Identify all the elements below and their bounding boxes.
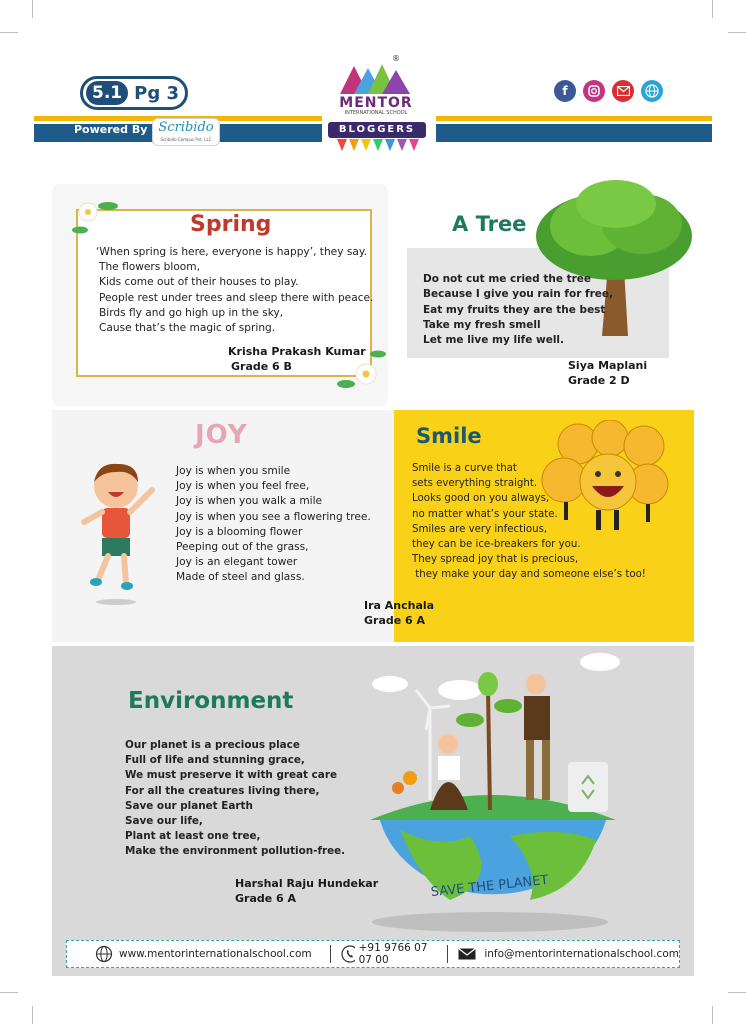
globe-icon xyxy=(95,945,113,963)
poem-line: Save our life, xyxy=(125,815,203,828)
crop-mark xyxy=(32,1006,33,1024)
crop-mark xyxy=(0,32,18,33)
poem-line: People rest under trees and sleep there with peace. xyxy=(99,291,374,304)
poem-line: Do not cut me cried the tree xyxy=(423,273,592,285)
poem-line: sets everything straight. xyxy=(412,478,538,490)
poem-line: Our planet is a precious place xyxy=(125,739,300,751)
poem-line: Birds fly and go high up in the sky, xyxy=(99,306,284,319)
poem-line: Smile is a curve that xyxy=(412,463,517,474)
footer-website-item[interactable] xyxy=(95,945,312,963)
poem-line: The flowers bloom, xyxy=(99,261,200,274)
poem-line: Joy is when you see a flowering tree. xyxy=(176,510,371,523)
poem-line: Let me live my life well. xyxy=(423,334,565,347)
poem-line: Made of steel and glass. xyxy=(176,571,305,584)
smile-poem xyxy=(412,461,646,583)
poem-line: Cause that’s the magic of spring. xyxy=(99,322,276,335)
poem-line: no matter what’s your state. xyxy=(412,508,558,520)
tree-author-block xyxy=(568,358,647,388)
powered-by-label: Powered By xyxy=(74,123,148,136)
author-name: Krisha Prakash Kumar xyxy=(228,345,366,358)
phone-icon xyxy=(341,945,355,963)
author-grade: Grade 6 A xyxy=(364,614,426,627)
poem-line: Peeping out of the grass, xyxy=(176,541,309,554)
footer-divider xyxy=(330,945,331,963)
brand-name: MENTOR xyxy=(339,95,413,111)
envelope-icon xyxy=(458,948,476,960)
facebook-icon[interactable]: f xyxy=(554,80,576,102)
poem-line: Plant at least one tree, xyxy=(125,830,261,843)
poem-line: Joy is a blooming flower xyxy=(176,525,303,538)
globe-caption: SAVE THE PLANET xyxy=(430,872,550,901)
footer-website[interactable]: www.mentorinternationalschool.com xyxy=(119,948,312,960)
environment-title: Environment xyxy=(128,688,294,714)
poem-line: they can be ice-breakers for you. xyxy=(412,539,581,551)
poem-line: They spread joy that is precious, xyxy=(412,554,579,566)
pencils-icon xyxy=(334,139,420,153)
footer-phone-item[interactable] xyxy=(341,942,437,966)
poem-line: Because I give you rain for free, xyxy=(423,288,614,301)
poem-line: Save our planet Earth xyxy=(125,799,253,812)
crop-mark xyxy=(728,992,746,993)
poem-line: Take my fresh smell xyxy=(423,318,541,331)
scribido-sub: Scribido Campus Pvt. LLC xyxy=(160,137,212,142)
author-name: Harshal Raju Hundekar xyxy=(235,877,379,890)
header-yellow-band-right xyxy=(436,116,712,121)
poem-line: Smiles are very infectious, xyxy=(412,523,548,535)
poem-line: Joy is an elegant tower xyxy=(176,556,298,569)
author-grade: Grade 6 A xyxy=(235,892,297,905)
poem-line: Joy is when you walk a mile xyxy=(176,495,323,508)
footer-divider xyxy=(447,945,448,963)
environment-author-block xyxy=(235,876,378,906)
author-grade: Grade 6 B xyxy=(231,360,292,373)
spring-title: Spring xyxy=(190,212,272,237)
tree-title: A Tree xyxy=(452,212,527,236)
contact-footer xyxy=(66,940,680,968)
poem-line: Eat my fruits they are the best xyxy=(423,303,606,316)
registered-mark: ® xyxy=(392,54,400,63)
footer-phone[interactable]: +91 9766 07 07 00 xyxy=(358,942,428,966)
spring-poem xyxy=(96,245,373,336)
scribido-name: Scribido xyxy=(158,120,214,135)
poem-line: For all the creatures living there, xyxy=(125,784,320,797)
poem-line: Full of life and stunning grace, xyxy=(125,754,305,767)
brand-subtitle: INTERNATIONAL SCHOOL xyxy=(344,110,408,116)
mail-icon[interactable] xyxy=(612,80,634,102)
crop-mark xyxy=(32,0,33,18)
poem-line: Looks good on you always, xyxy=(412,493,550,505)
poem-line: Joy is when you feel free, xyxy=(176,480,310,493)
author-name: Ira Anchala xyxy=(364,599,435,612)
header-blue-band-right xyxy=(436,124,712,142)
poem-line: Make the environment pollution-free. xyxy=(125,845,346,858)
instagram-icon[interactable] xyxy=(583,80,605,102)
crop-mark xyxy=(728,32,746,33)
flower-icon xyxy=(68,192,132,240)
joy-poem xyxy=(176,464,371,586)
poem-line: ‘When spring is here, everyone is happy’, they say. xyxy=(96,246,367,258)
crop-mark xyxy=(712,0,713,18)
spring-author-block xyxy=(228,344,366,374)
page-label: Pg 3 xyxy=(134,82,179,104)
poem-line: they make your day and someone else’s too! xyxy=(412,569,646,581)
smile-title: Smile xyxy=(416,424,482,448)
poem-line: Joy is when you smile xyxy=(176,465,291,477)
globe-icon[interactable] xyxy=(641,80,663,102)
joy-title: JOY xyxy=(195,420,248,450)
scribido-logo xyxy=(152,118,220,146)
author-name: Siya Maplani xyxy=(568,359,648,372)
crop-mark xyxy=(0,992,18,993)
page-badge xyxy=(80,76,188,110)
author-grade: Grade 2 D xyxy=(568,374,630,387)
mentor-logo-icon xyxy=(340,60,410,96)
page-number: 5.1 xyxy=(86,81,128,105)
poem-line: Kids come out of their houses to play. xyxy=(99,276,299,289)
tree-poem xyxy=(423,272,613,348)
footer-email-item[interactable] xyxy=(458,948,679,960)
footer-email[interactable]: info@mentorinternationalschool.com xyxy=(484,948,679,960)
bloggers-banner: BLOGGERS xyxy=(328,122,426,138)
poem-line: We must preserve it with great care xyxy=(125,769,337,782)
joy-author-block xyxy=(364,598,434,628)
crop-mark xyxy=(712,1006,713,1024)
environment-poem xyxy=(125,738,345,860)
save-planet-illustration xyxy=(360,650,650,940)
happy-kid-icon xyxy=(76,460,164,608)
